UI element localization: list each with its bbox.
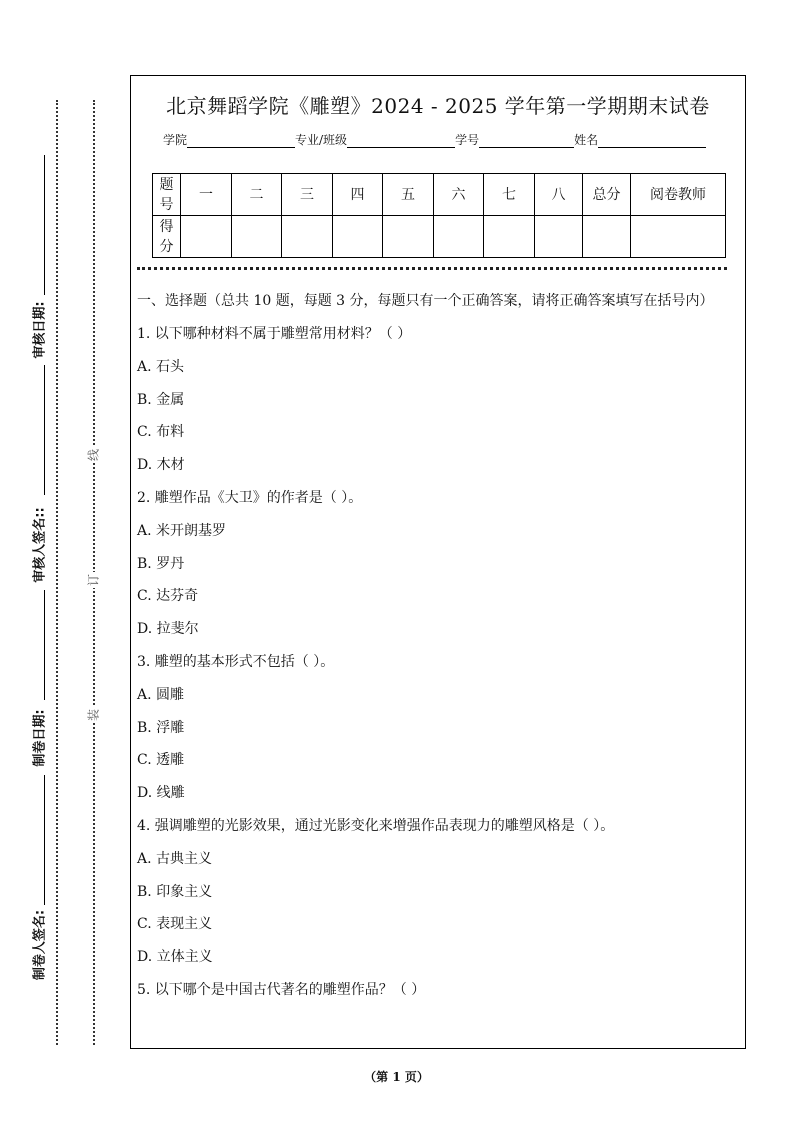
question-stem: 2. 雕塑作品《大卫》的作者是（ ）。 bbox=[137, 489, 363, 506]
review-date-label: 审核日期: bbox=[32, 301, 48, 359]
score-cell[interactable] bbox=[333, 216, 383, 258]
page-number: （第 1 页） bbox=[364, 1070, 429, 1084]
row-label-cell: 得分 bbox=[153, 216, 181, 258]
score-table-header-row bbox=[153, 174, 726, 216]
college-field[interactable] bbox=[187, 133, 295, 148]
answer-option: B. 印象主义 bbox=[137, 883, 213, 900]
answer-option: B. 罗丹 bbox=[137, 555, 185, 572]
header-cell: 八 bbox=[535, 174, 583, 216]
answer-option: D. 立体主义 bbox=[137, 949, 213, 966]
answer-option: B. 浮雕 bbox=[137, 719, 185, 736]
section-heading: 一、选择题（总共 10 题，每题 3 分，每题只有一个正确答案，请将正确答案填写在括号内） bbox=[137, 293, 714, 309]
header-cell: 二 bbox=[232, 174, 282, 216]
signature-underline bbox=[44, 590, 45, 700]
answer-option: C. 表现主义 bbox=[137, 916, 213, 933]
exam-frame bbox=[130, 75, 746, 1049]
header-cell: 总分 bbox=[583, 174, 631, 216]
score-cell[interactable] bbox=[434, 216, 484, 258]
answer-option: D. 拉斐尔 bbox=[137, 621, 199, 638]
header-cell: 阅卷教师 bbox=[631, 174, 726, 216]
answer-option: B. 金属 bbox=[137, 391, 185, 408]
question-stem: 3. 雕塑的基本形式不包括（ ）。 bbox=[137, 653, 335, 670]
dotted-separator bbox=[137, 267, 727, 270]
score-cell[interactable] bbox=[181, 216, 232, 258]
header-cell: 题号 bbox=[153, 174, 181, 216]
major-label: 专业/班级 bbox=[295, 133, 348, 147]
exam-title: 北京舞蹈学院《雕塑》2024 - 2025 学年第一学期期末试卷 bbox=[166, 94, 710, 118]
question-stem: 1. 以下哪种材料不属于雕塑常用材料？（ ） bbox=[137, 326, 412, 342]
score-cell[interactable] bbox=[484, 216, 535, 258]
binding-char-ding: 订 bbox=[86, 573, 101, 587]
question-stem: 5. 以下哪个是中国古代著名的雕塑作品？（ ） bbox=[137, 981, 426, 998]
header-cell: 三 bbox=[282, 174, 333, 216]
student-id-field[interactable] bbox=[479, 133, 574, 148]
student-id-label: 学号 bbox=[455, 133, 480, 147]
reviewer-signature-label: 审核人签名:: bbox=[32, 507, 48, 583]
answer-option: C. 布料 bbox=[137, 424, 185, 441]
name-field[interactable] bbox=[598, 133, 706, 148]
score-cell[interactable] bbox=[535, 216, 583, 258]
answer-option: D. 木材 bbox=[137, 457, 185, 474]
margin-dotted-line-outer bbox=[56, 100, 58, 1045]
score-cell[interactable] bbox=[232, 216, 282, 258]
answer-option: A. 米开朗基罗 bbox=[137, 522, 227, 539]
answer-option: A. 圆雕 bbox=[137, 686, 185, 703]
signature-underline bbox=[44, 155, 45, 295]
score-cell[interactable] bbox=[583, 216, 631, 258]
question-stem: 4. 强调雕塑的光影效果，通过光影变化来增强作品表现力的雕塑风格是（ ）。 bbox=[137, 817, 615, 834]
header-cell: 五 bbox=[383, 174, 434, 216]
score-cell[interactable] bbox=[282, 216, 333, 258]
student-info-row bbox=[163, 131, 706, 148]
answer-option: D. 线雕 bbox=[137, 785, 185, 802]
header-cell: 一 bbox=[181, 174, 232, 216]
major-field[interactable] bbox=[347, 133, 455, 148]
header-cell: 四 bbox=[333, 174, 383, 216]
score-table-score-row bbox=[153, 216, 726, 258]
answer-option: C. 达芬奇 bbox=[137, 588, 199, 605]
binding-char-xian: 线 bbox=[86, 448, 101, 462]
header-cell: 七 bbox=[484, 174, 535, 216]
score-cell[interactable] bbox=[631, 216, 726, 258]
header-cell: 六 bbox=[434, 174, 484, 216]
binding-char-zhuang: 装 bbox=[86, 708, 101, 722]
questions bbox=[137, 290, 737, 1011]
score-cell[interactable] bbox=[383, 216, 434, 258]
college-label: 学院 bbox=[163, 133, 188, 147]
score-table bbox=[152, 173, 726, 258]
name-label: 姓名 bbox=[574, 133, 599, 147]
answer-option: A. 石头 bbox=[137, 358, 185, 375]
paper-date-label: 制卷日期: bbox=[32, 709, 48, 767]
signature-underline bbox=[44, 775, 45, 905]
answer-option: A. 古典主义 bbox=[137, 850, 213, 867]
signature-underline bbox=[44, 365, 45, 495]
paper-maker-signature-label: 制卷人签名: bbox=[32, 909, 48, 981]
answer-option: C. 透雕 bbox=[137, 752, 185, 769]
